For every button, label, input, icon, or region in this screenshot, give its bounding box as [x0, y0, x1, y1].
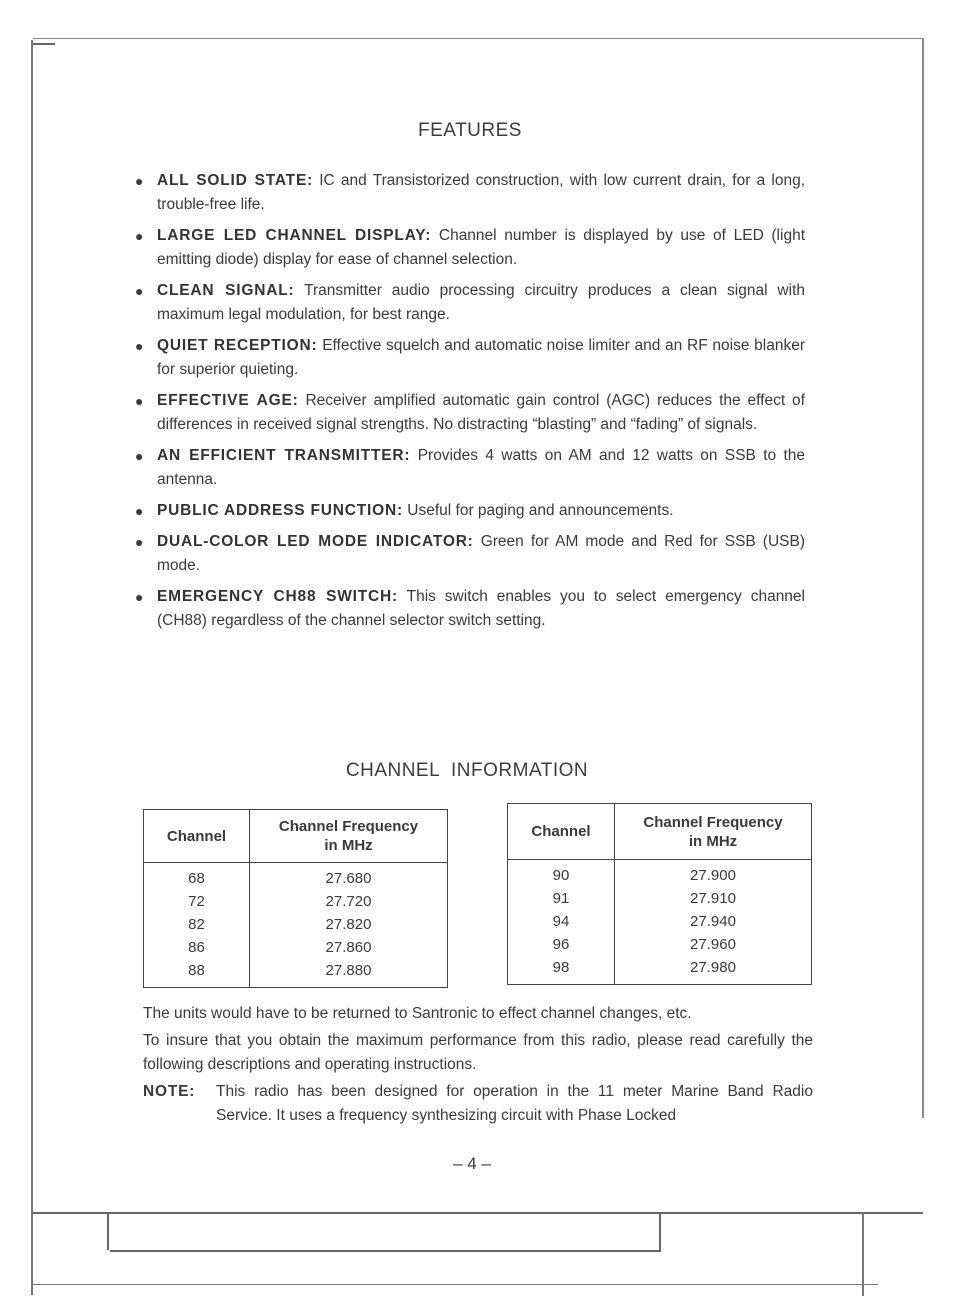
channel-info-heading: CHANNEL INFORMATION — [345, 760, 589, 781]
feature-text: Transmitter audio processing circuitry produces a clean signal with maximum legal modulation, for best range. — [157, 282, 805, 323]
frame-top-mark — [33, 43, 55, 45]
units-note-paragraph: The units would have to be returned to Santronic to effect channel changes, etc. — [143, 1005, 692, 1022]
feature-item — [135, 530, 805, 578]
frequency-cell: 27.980 — [690, 959, 736, 976]
frame-bottom-line-2 — [110, 1250, 660, 1252]
frequency-cell: 27.940 — [690, 913, 736, 930]
feature-text: IC and Transistorized construction, with low current drain, for a long, trouble-free life. — [157, 172, 805, 213]
frame-tick-3 — [862, 1212, 864, 1296]
channel-cell: 68 — [188, 870, 205, 887]
channel-table-right — [507, 803, 812, 985]
channel-cell: 91 — [552, 890, 570, 907]
frame-bottom-line-3 — [33, 1284, 878, 1285]
feature-lead: AN EFFICIENT TRANSMITTER: — [157, 447, 411, 464]
feature-item — [135, 279, 805, 327]
channel-cell: 96 — [552, 936, 570, 953]
bullet-icon: ● — [135, 534, 144, 550]
col-header-frequency: Channel Frequency in MHz — [250, 810, 448, 863]
feature-lead: DUAL-COLOR LED MODE INDICATOR: — [157, 533, 474, 550]
bullet-icon: ● — [135, 228, 144, 244]
feature-item — [135, 169, 805, 217]
channel-cell: 90 — [552, 867, 570, 884]
frequency-cell: 27.860 — [325, 939, 372, 956]
channel-cell: 98 — [552, 959, 570, 976]
frequency-cell: 27.720 — [325, 893, 372, 910]
channel-cell: 94 — [552, 913, 570, 930]
table-row — [144, 863, 448, 988]
frame-right-line — [922, 38, 924, 1118]
feature-item — [135, 224, 805, 272]
feature-lead: LARGE LED CHANNEL DISPLAY: — [157, 227, 432, 244]
col-header-frequency: Channel Frequency in MHz — [615, 804, 812, 860]
feature-text: This switch enables you to select emergency channel (CH88) regardless of the channel selector switch setting. — [157, 588, 805, 629]
feature-text: Receiver amplified automatic gain control (AGC) reduces the effect of differences in received signal strengths. No distracting “blasting” and “fading” of signals. — [157, 392, 805, 433]
insure-paragraph: To insure that you obtain the maximum performance from this radio, please read carefully the following descriptions and operating instructions. — [143, 1032, 813, 1073]
frequency-cell: 27.880 — [325, 962, 372, 979]
note-paragraph — [143, 1080, 813, 1128]
frequency-cell: 27.910 — [690, 890, 736, 907]
channel-cell: 88 — [188, 962, 205, 979]
table-row — [508, 860, 812, 985]
feature-text: Useful for paging and announcements. — [407, 502, 674, 519]
channel-cell: 82 — [188, 916, 205, 933]
bullet-icon: ● — [135, 283, 144, 299]
channel-table-left — [143, 809, 448, 988]
note-text: This radio has been designed for operation in the 11 meter Marine Band Radio Service. It uses a frequency synthesizing circuit with Phase Locked — [216, 1083, 813, 1124]
frame-top-line — [33, 38, 923, 39]
frequency-cell: 27.960 — [690, 936, 736, 953]
bullet-icon: ● — [135, 589, 144, 605]
page-number: – 4 – — [453, 1154, 491, 1173]
feature-item — [135, 389, 805, 437]
feature-lead: EFFECTIVE AGE: — [157, 392, 299, 409]
feature-item — [135, 499, 805, 523]
feature-text: Green for AM mode and Red for SSB (USB) mode. — [157, 533, 805, 574]
features-list — [135, 169, 805, 633]
frame-left-line — [31, 40, 33, 1295]
feature-lead: EMERGENCY CH88 SWITCH: — [157, 588, 398, 605]
frame-tick-1 — [107, 1212, 109, 1250]
feature-lead: PUBLIC ADDRESS FUNCTION: — [157, 502, 403, 519]
feature-item — [135, 444, 805, 492]
feature-item — [135, 334, 805, 382]
channel-cell: 86 — [188, 939, 205, 956]
feature-lead: QUIET RECEPTION: — [157, 337, 318, 354]
bullet-icon: ● — [135, 173, 144, 189]
feature-text: Channel number is displayed by use of LED (light emitting diode) display for ease of channel selection. — [157, 227, 805, 268]
note-label: NOTE: — [143, 1083, 196, 1100]
col-header-channel: Channel — [144, 810, 250, 863]
col-header-channel: Channel — [508, 804, 615, 860]
feature-item — [135, 585, 805, 633]
channel-cell: 72 — [188, 893, 205, 910]
feature-lead: CLEAN SIGNAL: — [157, 282, 295, 299]
bullet-icon: ● — [135, 448, 144, 464]
bullet-icon: ● — [135, 503, 144, 519]
feature-text: Provides 4 watts on AM and 12 watts on SSB to the antenna. — [157, 447, 805, 488]
frequency-cell: 27.820 — [325, 916, 372, 933]
frequency-cell: 27.900 — [690, 867, 736, 884]
frequency-cell: 27.680 — [325, 870, 372, 887]
feature-lead: ALL SOLID STATE: — [157, 172, 314, 189]
frame-bottom-line-1 — [33, 1212, 923, 1214]
bullet-icon: ● — [135, 338, 144, 354]
bullet-icon: ● — [135, 393, 144, 409]
frame-tick-2 — [659, 1212, 661, 1252]
features-heading: FEATURES — [418, 120, 522, 141]
feature-text: Effective squelch and automatic noise limiter and an RF noise blanker for superior quieting. — [157, 337, 805, 378]
